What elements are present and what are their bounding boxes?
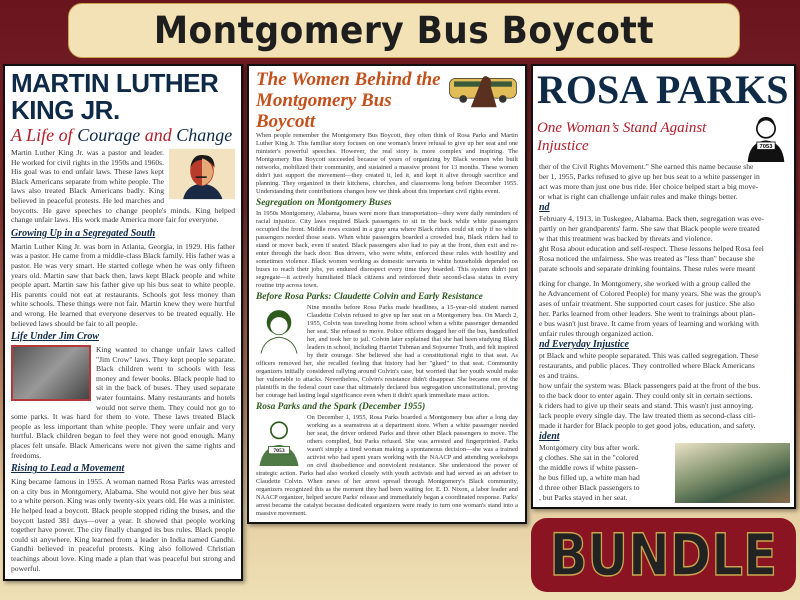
claudette-colvin-portrait — [256, 304, 302, 354]
text-line: rking for change. In Montgomery, she worked with a group called the — [539, 279, 751, 288]
section-heading: Before Rosa Parks: Claudette Colvin and Early Resistance — [256, 292, 483, 302]
title-line: Montgomery Bus Boycott — [256, 90, 392, 132]
text-line: her. Parks learned from other leaders. She went to trainings about plan- — [539, 309, 756, 318]
jim-crow-photo — [11, 345, 91, 401]
mlk-subtitle — [11, 124, 235, 146]
text-line: unfair rules through organized action. — [539, 329, 654, 338]
text-line: ases of unfair treatment. She supported court cases for justice. She also — [539, 299, 755, 308]
text-line: made it harder for Black people to get good jobs, education, and safety. — [539, 421, 756, 430]
text-line: ther of the Civil Rights Movement." She earned this name because she — [539, 162, 754, 171]
rosa-mugshot-illustration — [742, 112, 790, 162]
bus-interior-painting — [675, 443, 790, 503]
section-heading: Life Under Jim Crow — [11, 331, 100, 343]
section-heading: nd Everyday Injustice — [539, 339, 629, 350]
section-heading: Rising to Lead a Movement — [11, 463, 125, 475]
text-line: how unfair the system was. Black passengers paid at the front of the bus. — [539, 381, 761, 390]
mugshot-number: 7053 — [759, 143, 773, 150]
bundle-badge — [531, 518, 796, 592]
section-heading: ident — [539, 431, 560, 442]
text-line: February 4, 1913, in Tuskegee, Alabama. Back then, segregation was eve- — [539, 214, 765, 223]
title-banner — [68, 3, 740, 58]
mugshot-number: 7053 — [273, 448, 285, 455]
text-line: partly on her grandparents' farm. She saw that Black people were treated — [539, 224, 760, 233]
section-heading: nd — [539, 202, 550, 213]
section-heading: Rosa Parks and the Spark (December 1955) — [256, 402, 426, 412]
subtitle-part: Courage — [77, 125, 141, 145]
text-line: restaurants, and public places. They controlled where Black Americans — [539, 361, 755, 370]
text-line: e bus wasn't just brave. It came from years of learning and working with — [539, 319, 759, 328]
section-text: King wanted to change unfair laws called "Jim Crow" laws. They kept people separate. Black children went to schools with less money and fewer books. Black people had to sit in the back of buses. They used separate water fountains. Many restaurants and hotels would not serve them. They could not go to some parks. It was hard for them to vote. These laws treated Black people as less important than white people. They were unfair and very hurtful. Black children began to feel they were not good enough. Many places felt unsafe. Black Americans were not given the same rights and freedoms. — [11, 345, 235, 460]
main-title: Montgomery Bus Boycott — [153, 9, 655, 52]
text-line: to the back door to enter again. They could only sit in certain sections. — [539, 391, 753, 400]
mlk-intro: Martin Luther King Jr. was a pastor and leader. He worked for civil rights in the 1950s and 1960s. His goal was to end unfair laws. These laws kept Black Americans separate from white people. The laws also treated Black Americans badly. King believed in peaceful protests. He led marches and boycotts. He gave speeches to change people's minds. King helped change unfair laws. His work made America more fair for everyone. — [11, 148, 235, 225]
rosa-title: ROSA PARKS — [537, 67, 789, 112]
bundle-label: BUNDLE — [549, 521, 778, 589]
rosa-subtitle: One Woman’s Stand Against Injustice — [537, 120, 707, 154]
mlk-title: MARTIN LUTHER KING JR. — [11, 68, 219, 125]
rosa-parks-worksheet — [531, 64, 796, 509]
subtitle-part: A Life of — [11, 125, 78, 145]
women-behind-boycott-worksheet — [247, 64, 527, 524]
rosa-body-text — [537, 162, 790, 503]
rosa-parks-mugshot-portrait — [256, 414, 302, 466]
section-heading: Growing Up in a Segregated South — [11, 227, 156, 239]
text-line: g clothes. She sat in the "colored — [539, 453, 639, 462]
bus-and-clasped-hands-image — [448, 69, 518, 109]
text-line: ght Rosa about education and self-respect. These lessons helped Rosa feel — [539, 244, 764, 253]
section-text: Nine months before Rosa Parks made headlines, a 15-year-old student named Claudette Colvin refused to give up her seat on a Montgomery bus. On March 2, 1955, Colvin was traveling home from school when a white passenger demanded her seat. She refused to move. Police officers dragged her off the bus, handcuffed her, and took her to jail. Colvin later explained that she had been studying Black leaders in school, including Harriet Tubman and Sojourner Truth, and felt inspired by their courage. She believed she had a constitutional right to that seat. As officers removed her, she recalled feeling that history had her "glued" to that seat. Community organizers initially considered rallying around Colvin's case, but worried that her youth would make her vulnerable to attacks. Nevertheless, Colvin's resistance didn't disappear. She became one of the plaintiffs in the federal court case that ultimately declared bus segregation unconstitutional, proving her courage had lasting legal significance even when it didn't spark immediate mass action. — [256, 304, 518, 399]
title-line: The Women Behind the — [256, 69, 441, 90]
text-line: w that this treatment was backed by threats and violence. — [539, 234, 713, 243]
text-line: parate schools and separate drinking fountains. These rules were meant — [539, 264, 756, 273]
text-line: pt Black and white people separated. This was called segregation. These — [539, 351, 759, 360]
women-intro: When people remember the Montgomery Bus Boycott, they often think of Rosa Parks and Martin Luther King Jr. This familiar story focuses on one woman's brave refusal to give up her seat and one minister's powerful speeches. However, the real story is more complex and inspiring. The Montgomery Bus Boycott succeeded because of years of organizing by Black women who built networks, mobilized their community, and sustained a massive protest for 13 months. These women didn't just support the movement—they created it, led it, and kept it alive through sacrifice and planning. They organized in their kitchens, churches, and classrooms long before December 1955. Understanding their contributions changes how we think about this important civil rights event. — [256, 132, 518, 195]
text-line: ber 1, 1955, Parks refused to give up her bus seat to a white passenger in — [539, 172, 760, 181]
section-text: King became famous in 1955. A woman named Rosa Parks was arrested on a city bus in Montgomery, Alabama. She would not give her bus seat to a white person. King was only twenty-six years old. He was a minister. He helped lead a boycott. Black people stopped riding the buses, and the boycott lasted 381 days—over a year. It showed that people working together have power. The city finally changed its bus rules. Black people could sit anywhere. King learned from a leader in India named Gandhi. Gandhi believed in peaceful protests. King also followed Christian teachings about love. King made a plan that was peaceful but strong and powerful. — [11, 477, 235, 573]
mlk-worksheet — [3, 64, 243, 581]
text-line: lack people every single day. The law treated them as second-class citi- — [539, 411, 756, 420]
section-text: On December 1, 1955, Rosa Parks boarded a Montgomery bus after a long day working as a seamstress at a department store. When a white passenger needed her seat, the driver ordered Parks and three other Black passengers to move. The others complied, but Parks refused. She was arrested and fingerprinted. Parks wasn't simply a tired woman making a spontaneous decision—she was a trained activist who had spent years working with the NAACP and attending workshops on civil disobedience and nonviolent resistance. She understood the power of strategic action. Parks had also worked closely with youth activists and had served as an adviser to Claudette Colvin. When news of her arrest spread through Montgomery's Black community, organizers recognized this as the moment they had been waiting for. E. D. Nixon, a labor leader and NAACP organizer, helped secure Parks' release and immediately began a coordinated response. Parks' arrest became the catalyst because dedicated organizers were ready to turn one woman's stand into a massive movement. — [256, 414, 518, 517]
text-line: he bus filled up, a white man had — [539, 473, 640, 482]
text-line: Rosa noticed the unfairness. She was treated as "less than" because she — [539, 254, 755, 263]
text-line: the middle rows if white passen- — [539, 463, 638, 472]
text-line: , but Parks stayed in her seat. — [539, 493, 628, 502]
section-heading: Segregation on Montgomery Buses — [256, 198, 392, 208]
text-line: or what is right can challenge unfair rules and make things better. — [539, 192, 738, 201]
section-text: In 1950s Montgomery, Alabama, buses were more than transportation—they were daily reminders of racial injustice. City laws required Black passengers to sit in the back while white passengers occupied the front. Middle rows existed in a gray area where Black riders could sit only if no white passengers needed those seats. When white passengers boarded a crowded bus, Black riders had to stand or move back, even if seated. Black passengers also had to pay at the front, then exit and re-enter through the back door. Bus drivers, who were white, enforced these rules with hostility and sometimes violence. Black women working as domestic servants in white households depended on buses to reach their jobs, yet endured disrespect every time they boarded. This system didn't just segregate—it actively humiliated Black citizens and reinforced their second-class status in every routine trip across town. — [256, 210, 518, 289]
subtitle-part: and — [140, 125, 177, 145]
text-line: d three other Black passengers to — [539, 483, 640, 492]
subtitle-part: Change — [176, 125, 233, 145]
text-line: act was more than just one bus ride. Her choice helped start a big move- — [539, 182, 759, 191]
text-line: k riders had to give up their seats and stand. This wasn't just annoying. — [539, 401, 754, 410]
section-text: Martin Luther King Jr. was born in Atlanta, Georgia, in 1929. His father was a pastor. He came from a middle-class Black family. His father was a pastor. He was very smart. He started college when he was only fifteen years old. Martin saw that back then, laws kept Black people and white people apart. Martin saw his father give up his bus seat to white people. His parents could not eat at restaurants. Schools got less money than white schools. These things were not fair. Martin knew they were hurtful and wrong. He learned that everyone deserves to be treated equally. He believed laws should be fair to all people. — [11, 241, 235, 328]
text-line: he Advancement of Colored People) for many years. She was the group's — [539, 289, 761, 298]
text-line: Montgomery city bus after work. — [539, 443, 640, 452]
text-line: es and trains. — [539, 371, 579, 380]
mlk-portrait-image — [169, 148, 235, 200]
